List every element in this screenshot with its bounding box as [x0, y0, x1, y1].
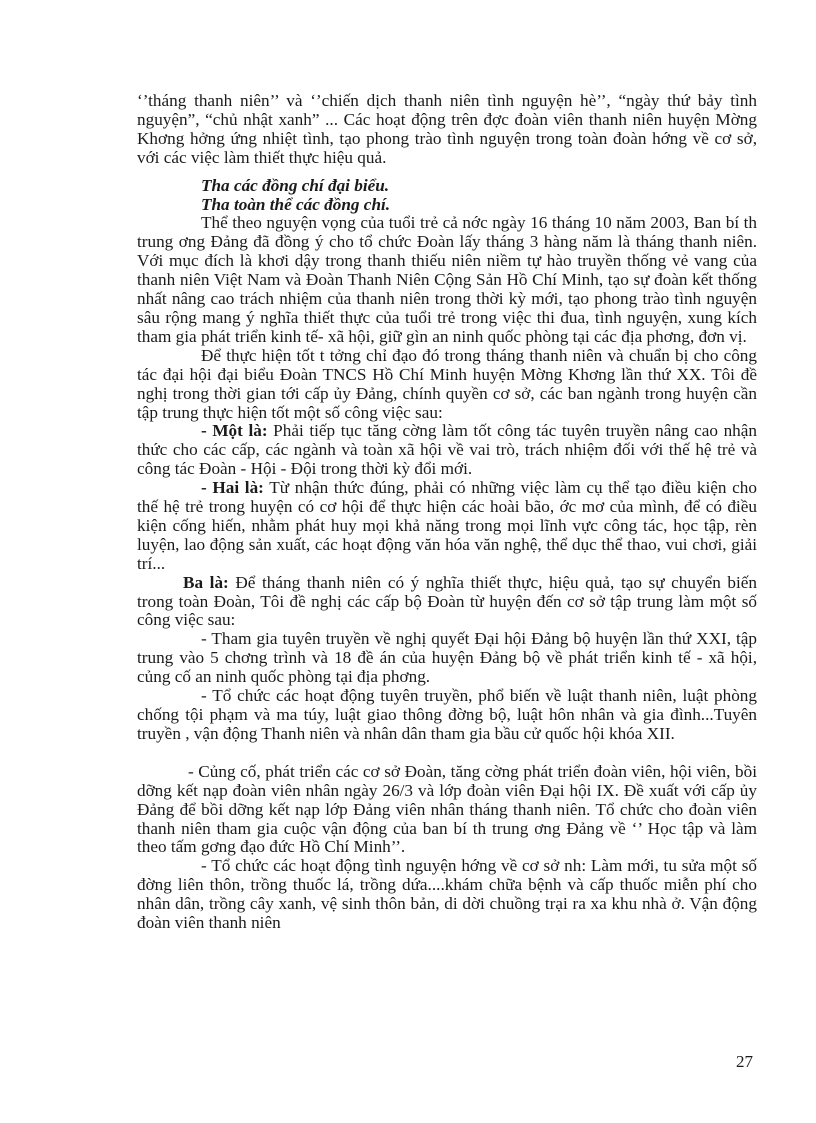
list-item-three-text: Để tháng thanh niên có ý nghĩa thiết thực, hiệu quả, tạo sự chuyển biến trong toàn Đoàn, Tôi đề nghị các cấp bộ Đoàn từ huyện đến cơ sở tập trung làm một số công việc sau: [137, 572, 757, 630]
list-item-one-label: - Một là: [201, 421, 268, 441]
list-item-one-text: Phải tiếp tục tăng cờng làm tốt công tác tuyên truyền nâng cao nhận thức cho các cấp, các ngành và toàn xã hội về vai trò, trách nhiệm đối với thế hệ trẻ và công tác Đoàn - Hội - Đội trong thời kỳ đổi mới. [137, 421, 758, 479]
greeting-comrades: Tha toàn thể các đồng chí. [201, 194, 391, 214]
list-item-two-label: - Hai là: [201, 478, 264, 498]
document-body [137, 92, 757, 933]
sub-item-volunteer: - Tổ chức các hoạt động tình nguyện hớng về cơ sở nh: Làm mới, tu sửa một số đờng liên thôn, trồng thuốc lá, trồng dứa....khám chữa bệnh và cấp thuốc miễn phí cho nhân dân, trồng cây xanh, vệ sinh thôn bản, di dời chuồng trại ra xa khu nhà ở. Vận động đoàn viên thanh niên [137, 856, 757, 933]
page-number: 27 [736, 1052, 753, 1071]
greeting-delegates: Tha các đồng chí đại biểu. [201, 175, 390, 195]
list-item-three-label: Ba là: [183, 572, 229, 592]
list-item-three [137, 574, 757, 631]
sub-item-propaganda: - Tham gia tuyên truyền về nghị quyết Đại hội Đảng bộ huyện lần thứ XXI, tập trung vào 5 chơng trình và 18 đề án của huyện Đảng bộ về phát triển kinh tế - xã hội, củng cố an ninh quốc phòng tại địa phơng. [137, 629, 757, 687]
sub-item-law-activities: - Tổ chức các hoạt động tuyên truyền, phổ biến về luật thanh niên, luật phòng chống tội phạm và ma túy, luật giao thông đờng bộ, luật hôn nhân và gia đình...Tuyên truyền , vận động Thanh niên và nhân dân tham gia bầu cử quốc hội khóa XII. [137, 686, 757, 743]
sub-item-strengthen: - Củng cố, phát triển các cơ sở Đoàn, tăng cờng phát triển đoàn viên, hội viên, bồi dỡng kết nạp đoàn viên nhân ngày 26/3 và lớp đoàn viên Đại hội IX. Đề xuất với cấp ủy Đảng để bồi dỡng kết nạp lớp Đảng viên nhân tháng thanh niên. Tổ chức cho đoàn viên thanh niên tham gia cuộc vận động của ban bí th trung ơng Đảng về ‘’ Học tập và làm theo tấm gơng đạo đức Hồ Chí Minh’’. [137, 761, 757, 857]
list-item-two [137, 479, 757, 574]
paragraph-youth-month: Thể theo nguyện vọng của tuổi trẻ cả nớc ngày 16 tháng 10 năm 2003, Ban bí th trung ơng Đảng đã đồng ý cho tổ chức Đoàn lấy tháng 3 hàng năm là tháng thanh niên. Với mục đích là khơi dậy trong thanh thiếu niên niềm tự hào truyền thống vẻ vang của thanh niên Việt Nam và Đoàn Thanh Niên Cộng Sản Hồ Chí Minh, tạo sự đoàn kết thống nhất nâng cao trách nhiệm của thanh niên trong thời kỳ mới, tạo phong trào tình nguyện sâu rộng mang ý nghĩa thiết thực của tuổi trẻ trong việc thi đua, tình nguyện, xung kích tham gia phát triển kinh tế- xã hội, giữ gìn an ninh quốc phòng tại các địa phơng, đơn vị. [137, 213, 757, 346]
paragraph-proposal: Để thực hiện tốt t tởng chỉ đạo đó trong tháng thanh niên và chuẩn bị cho công tác đại hội đại biểu Đoàn TNCS Hồ Chí Minh huyện Mờng Khơng lần thứ XX. Tôi đề nghị trong thời gian tới cấp ủy Đảng, chính quyền cơ sở, các ban ngành trong huyện cần tập trung thực hiện tốt một số công việc sau: [137, 345, 757, 422]
list-item-one [137, 422, 757, 479]
paragraph-intro: ‘’tháng thanh niên’’ và ‘’chiến dịch thanh niên tình nguyện hè’’, “ngày thứ bảy tình nguyện”, “chủ nhật xanh” ... Các hoạt động trên đợc đoàn viên thanh niên huyện Mờng Khơng hởng ứng nhiệt tình, tạo phong trào tình nguyện trong toàn đoàn hớng về cơ sở, với các việc làm thiết thực hiệu quả. [137, 91, 757, 167]
list-item-two-text: Từ nhận thức đúng, phải có những việc làm cụ thể tạo điều kiện cho thế hệ trẻ trong huyện có cơ hội để thực hiện các hoài bão, ớc mơ của mình, để có điều kiện cống hiến, nhằm phát huy mọi khả năng trong mọi lĩnh vực công tác, học tập, rèn luyện, lao động sản xuất, các hoạt động văn hóa văn nghệ, thể dục thể thao, vui chơi, giải trí... [137, 478, 757, 573]
